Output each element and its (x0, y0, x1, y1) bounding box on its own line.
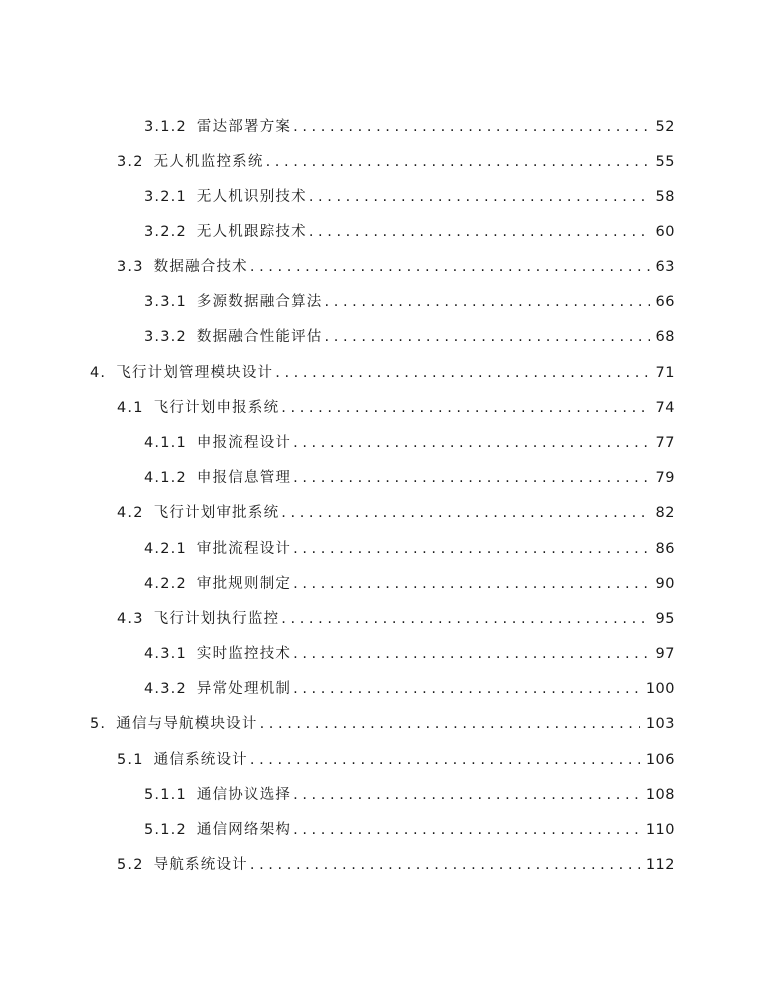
toc-dot-leader (293, 821, 640, 839)
toc-entry[interactable] (144, 287, 675, 311)
toc-entry[interactable] (117, 604, 675, 628)
toc-entry-number: 3.2 (117, 154, 144, 170)
toc-entry-number: 5. (90, 716, 107, 732)
toc-entry-page: 60 (655, 224, 675, 240)
toc-entry-title: 雷达部署方案 (196, 119, 292, 135)
toc-entry[interactable] (144, 674, 675, 698)
toc-entry[interactable] (117, 252, 675, 276)
toc-entry-number: 4.3.1 (144, 646, 187, 662)
toc-dot-leader (325, 328, 650, 346)
toc-entry-number: 3.2.1 (144, 189, 187, 205)
toc-entry-number: 4.2.1 (144, 541, 187, 557)
toc-entry-title: 异常处理机制 (196, 681, 292, 697)
toc-dot-leader (250, 856, 640, 874)
toc-entry-title: 申报流程设计 (196, 435, 292, 451)
toc-entry[interactable] (117, 745, 675, 769)
toc-entry-title: 数据融合技术 (153, 259, 248, 275)
toc-entry-number: 4.1.1 (144, 435, 187, 451)
toc-entry-page: 82 (655, 505, 675, 521)
toc-dot-leader (293, 469, 649, 487)
toc-entry[interactable] (90, 358, 675, 382)
toc-entry-number: 4. (90, 365, 107, 381)
toc-entry-number: 5.1 (117, 752, 144, 768)
toc-entry-page: 90 (655, 576, 675, 592)
toc-dot-leader (293, 540, 649, 558)
toc-entry-number: 4.3.2 (144, 681, 187, 697)
toc-entry[interactable] (144, 780, 675, 804)
toc-entry[interactable] (117, 393, 675, 417)
toc-entry[interactable] (117, 850, 675, 874)
toc-entry-number: 3.3 (117, 259, 144, 275)
toc-entry-number: 4.1.2 (144, 470, 187, 486)
toc-entry-number: 4.2 (117, 505, 144, 521)
toc-dot-leader (293, 680, 640, 698)
toc-entry-page: 95 (655, 611, 675, 627)
toc-entry-page: 106 (645, 752, 675, 768)
toc-entry-title: 多源数据融合算法 (196, 294, 323, 310)
toc-entry-title: 飞行计划管理模块设计 (116, 365, 274, 381)
toc-entry[interactable] (144, 463, 675, 487)
toc-entry-title: 飞行计划审批系统 (153, 505, 280, 521)
toc-entry-title: 无人机识别技术 (196, 189, 307, 205)
toc-entry[interactable] (144, 217, 675, 241)
toc-dot-leader (260, 715, 640, 733)
toc-dot-leader (293, 118, 649, 136)
toc-entry-page: 112 (645, 857, 675, 873)
toc-dot-leader (266, 153, 650, 171)
toc-entry-page: 74 (655, 400, 675, 416)
toc-entry-page: 108 (645, 787, 675, 803)
toc-entry-page: 79 (655, 470, 675, 486)
toc-entry-page: 97 (655, 646, 675, 662)
toc-dot-leader (293, 434, 649, 452)
toc-entry-title: 导航系统设计 (153, 857, 248, 873)
toc-entry-title: 通信系统设计 (153, 752, 248, 768)
toc-dot-leader (250, 258, 650, 276)
toc-entry-number: 3.3.1 (144, 294, 187, 310)
toc-entry-number: 3.2.2 (144, 224, 187, 240)
toc-entry-title: 审批流程设计 (196, 541, 292, 557)
toc-entry-page: 103 (645, 716, 675, 732)
toc-entry-number: 4.2.2 (144, 576, 187, 592)
toc-entry-title: 飞行计划执行监控 (153, 611, 280, 627)
toc-entry[interactable] (144, 569, 675, 593)
toc-dot-leader (293, 786, 640, 804)
toc-entry-number: 3.3.2 (144, 329, 187, 345)
toc-entry-title: 通信与导航模块设计 (116, 716, 258, 732)
toc-dot-leader (309, 223, 650, 241)
toc-dot-leader (275, 364, 649, 382)
toc-entry-number: 4.3 (117, 611, 144, 627)
toc-entry-page: 66 (655, 294, 675, 310)
toc-entry-title: 实时监控技术 (196, 646, 292, 662)
toc-entry-title: 审批规则制定 (196, 576, 292, 592)
toc-entry-page: 63 (655, 259, 675, 275)
toc-dot-leader (309, 188, 650, 206)
toc-entry[interactable] (144, 182, 675, 206)
toc-entry-number: 5.1.2 (144, 822, 187, 838)
toc-entry[interactable] (117, 498, 675, 522)
toc-entry[interactable] (144, 815, 675, 839)
toc-entry-page: 77 (655, 435, 675, 451)
toc-entry[interactable] (117, 147, 675, 171)
toc-entry[interactable] (144, 322, 675, 346)
toc-entry-page: 55 (655, 154, 675, 170)
toc-dot-leader (325, 293, 650, 311)
toc-entry-title: 通信协议选择 (196, 787, 292, 803)
toc-dot-leader (281, 610, 649, 628)
toc-entry-number: 5.2 (117, 857, 144, 873)
toc-entry-number: 5.1.1 (144, 787, 187, 803)
toc-entry-title: 飞行计划申报系统 (153, 400, 280, 416)
toc-entry-page: 110 (645, 822, 675, 838)
toc-entry-title: 数据融合性能评估 (196, 329, 323, 345)
toc-entry-title: 无人机跟踪技术 (196, 224, 307, 240)
toc-entry-page: 58 (655, 189, 675, 205)
toc-entry[interactable] (144, 534, 675, 558)
toc-entry[interactable] (144, 112, 675, 136)
toc-entry-page: 68 (655, 329, 675, 345)
toc-entry[interactable] (144, 639, 675, 663)
toc-entry-title: 申报信息管理 (196, 470, 292, 486)
toc-entry[interactable] (144, 428, 675, 452)
toc-entry-page: 100 (645, 681, 675, 697)
toc-entry[interactable] (90, 709, 675, 733)
toc-dot-leader (293, 645, 649, 663)
toc-entry-number: 4.1 (117, 400, 144, 416)
toc-dot-leader (293, 575, 649, 593)
toc-entry-number: 3.1.2 (144, 119, 187, 135)
toc-dot-leader (250, 751, 640, 769)
toc-entry-title: 通信网络架构 (196, 822, 292, 838)
toc-entry-title: 无人机监控系统 (153, 154, 264, 170)
toc-entry-page: 52 (655, 119, 675, 135)
toc-dot-leader (281, 504, 649, 522)
toc-dot-leader (281, 399, 649, 417)
toc-entry-page: 86 (655, 541, 675, 557)
toc-entry-page: 71 (655, 365, 675, 381)
